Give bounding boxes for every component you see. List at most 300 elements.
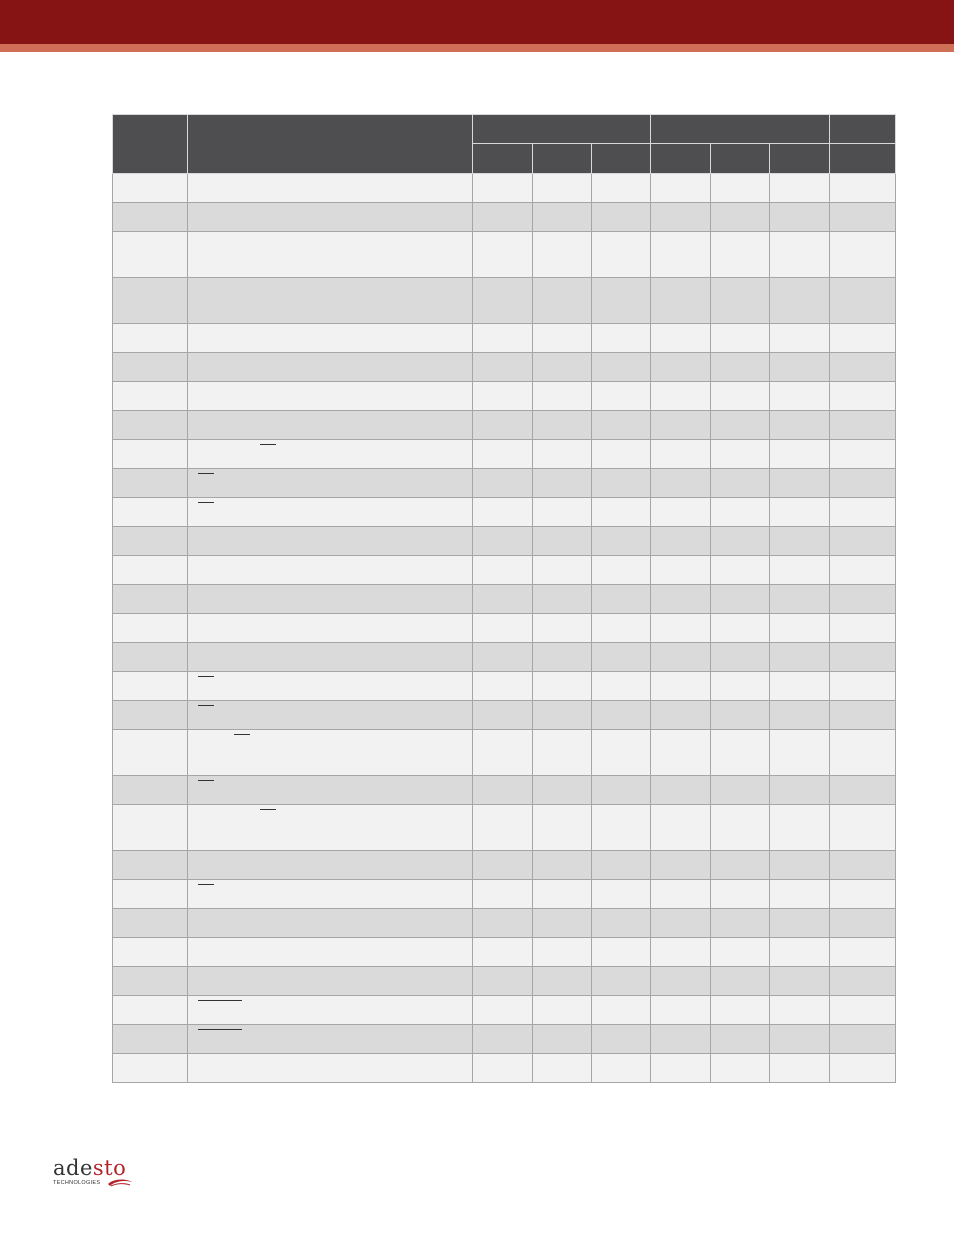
subheader-cell [533, 144, 592, 174]
parameter-cell [188, 469, 473, 498]
value-cell [651, 382, 711, 411]
value-cell [651, 996, 711, 1025]
value-cell [651, 614, 711, 643]
value-cell [473, 909, 533, 938]
value-cell [711, 469, 770, 498]
parameter-cell [188, 1025, 473, 1054]
value-cell [830, 556, 896, 585]
value-cell [830, 701, 896, 730]
value-cell [533, 382, 592, 411]
value-cell [592, 880, 651, 909]
value-cell [592, 614, 651, 643]
value-cell [770, 1025, 830, 1054]
value-cell [830, 498, 896, 527]
value-cell [592, 1054, 651, 1083]
value-cell [711, 730, 770, 776]
symbol-cell [113, 232, 188, 278]
value-cell [592, 527, 651, 556]
value-cell [533, 614, 592, 643]
value-cell [830, 585, 896, 614]
value-cell [592, 938, 651, 967]
value-cell [651, 643, 711, 672]
parameter-cell [188, 382, 473, 411]
value-cell [592, 1025, 651, 1054]
value-cell [651, 469, 711, 498]
header-accent-stripe [0, 44, 954, 52]
value-cell [770, 440, 830, 469]
value-cell [473, 880, 533, 909]
value-cell [770, 805, 830, 851]
parameter-cell [188, 880, 473, 909]
value-cell [533, 909, 592, 938]
value-cell [592, 232, 651, 278]
value-cell [770, 232, 830, 278]
value-cell [770, 527, 830, 556]
value-cell [533, 851, 592, 880]
value-cell [651, 805, 711, 851]
value-cell [651, 1025, 711, 1054]
value-cell [473, 672, 533, 701]
value-cell [651, 527, 711, 556]
value-cell [711, 585, 770, 614]
value-cell [830, 967, 896, 996]
header-group-2 [651, 115, 830, 144]
value-cell [830, 324, 896, 353]
value-cell [770, 324, 830, 353]
value-cell [770, 851, 830, 880]
value-cell [533, 174, 592, 203]
header-group-1 [473, 115, 651, 144]
symbol-cell [113, 1025, 188, 1054]
parameter-cell [188, 996, 473, 1025]
value-cell [533, 880, 592, 909]
value-cell [592, 643, 651, 672]
value-cell [473, 498, 533, 527]
value-cell [473, 556, 533, 585]
value-cell [533, 672, 592, 701]
value-cell [473, 232, 533, 278]
symbol-cell [113, 353, 188, 382]
value-cell [830, 469, 896, 498]
value-cell [770, 643, 830, 672]
subheader-cell [592, 144, 651, 174]
value-cell [770, 730, 830, 776]
table-row [113, 967, 896, 996]
table-row [113, 527, 896, 556]
subheader-cell [830, 144, 896, 174]
parameter-cell [188, 851, 473, 880]
value-cell [592, 382, 651, 411]
value-cell [533, 411, 592, 440]
value-cell [711, 672, 770, 701]
value-cell [770, 382, 830, 411]
value-cell [592, 469, 651, 498]
value-cell [651, 776, 711, 805]
symbol-cell [113, 469, 188, 498]
value-cell [770, 498, 830, 527]
value-cell [770, 701, 830, 730]
value-cell [533, 440, 592, 469]
value-cell [830, 353, 896, 382]
symbol-cell [113, 967, 188, 996]
table-row [113, 324, 896, 353]
symbol-cell [113, 614, 188, 643]
value-cell [473, 1025, 533, 1054]
value-cell [592, 909, 651, 938]
value-cell [830, 672, 896, 701]
value-cell [830, 527, 896, 556]
value-cell [651, 672, 711, 701]
value-cell [830, 1054, 896, 1083]
parameter-cell [188, 174, 473, 203]
value-cell [592, 353, 651, 382]
value-cell [711, 805, 770, 851]
value-cell [711, 701, 770, 730]
symbol-cell [113, 996, 188, 1025]
value-cell [770, 967, 830, 996]
value-cell [711, 1025, 770, 1054]
value-cell [770, 1054, 830, 1083]
adesto-logo [53, 1156, 133, 1190]
value-cell [711, 527, 770, 556]
symbol-cell [113, 324, 188, 353]
logo-swoosh-icon [107, 1178, 133, 1188]
value-cell [711, 880, 770, 909]
value-cell [711, 278, 770, 324]
symbol-cell [113, 701, 188, 730]
parameter-cell [188, 498, 473, 527]
value-cell [651, 278, 711, 324]
value-cell [770, 938, 830, 967]
value-cell [473, 776, 533, 805]
value-cell [473, 469, 533, 498]
value-cell [711, 967, 770, 996]
table-row [113, 805, 896, 851]
subheader-cell [473, 144, 533, 174]
parameter-cell [188, 938, 473, 967]
value-cell [473, 967, 533, 996]
value-cell [473, 851, 533, 880]
header-bar [0, 0, 954, 44]
value-cell [592, 996, 651, 1025]
parameter-cell [188, 278, 473, 324]
value-cell [473, 440, 533, 469]
value-cell [533, 556, 592, 585]
value-cell [830, 382, 896, 411]
value-cell [533, 1054, 592, 1083]
table-row [113, 440, 896, 469]
value-cell [651, 353, 711, 382]
table-row [113, 851, 896, 880]
symbol-cell [113, 498, 188, 527]
parameter-cell [188, 203, 473, 232]
value-cell [830, 880, 896, 909]
parameter-cell [188, 967, 473, 996]
value-cell [651, 730, 711, 776]
value-cell [770, 585, 830, 614]
symbol-cell [113, 556, 188, 585]
table-row [113, 776, 896, 805]
table-row [113, 469, 896, 498]
value-cell [592, 776, 651, 805]
logo-wordmark: adesto [53, 1156, 127, 1180]
value-cell [533, 585, 592, 614]
table-row [113, 585, 896, 614]
value-cell [770, 672, 830, 701]
parameter-cell [188, 411, 473, 440]
value-cell [770, 996, 830, 1025]
value-cell [770, 776, 830, 805]
symbol-cell [113, 909, 188, 938]
value-cell [651, 174, 711, 203]
value-cell [473, 411, 533, 440]
value-cell [830, 278, 896, 324]
value-cell [770, 203, 830, 232]
value-cell [770, 614, 830, 643]
value-cell [651, 701, 711, 730]
value-cell [533, 324, 592, 353]
value-cell [533, 967, 592, 996]
value-cell [770, 353, 830, 382]
value-cell [533, 1025, 592, 1054]
value-cell [473, 730, 533, 776]
value-cell [592, 324, 651, 353]
table-row [113, 643, 896, 672]
value-cell [473, 805, 533, 851]
value-cell [711, 1054, 770, 1083]
table-row [113, 1054, 896, 1083]
table-row [113, 880, 896, 909]
symbol-cell [113, 278, 188, 324]
table-row [113, 203, 896, 232]
value-cell [592, 174, 651, 203]
value-cell [651, 967, 711, 996]
symbol-cell [113, 382, 188, 411]
parameter-cell [188, 232, 473, 278]
value-cell [770, 469, 830, 498]
value-cell [711, 382, 770, 411]
table-row [113, 411, 896, 440]
spec-table [112, 114, 896, 1083]
value-cell [592, 701, 651, 730]
value-cell [711, 996, 770, 1025]
value-cell [473, 643, 533, 672]
value-cell [711, 614, 770, 643]
value-cell [711, 324, 770, 353]
symbol-cell [113, 730, 188, 776]
value-cell [711, 851, 770, 880]
parameter-cell [188, 909, 473, 938]
symbol-cell [113, 805, 188, 851]
logo-tagline: TECHNOLOGIES [53, 1180, 101, 1186]
symbol-cell [113, 411, 188, 440]
parameter-cell [188, 776, 473, 805]
value-cell [473, 174, 533, 203]
table-row [113, 382, 896, 411]
symbol-cell [113, 174, 188, 203]
value-cell [830, 1025, 896, 1054]
value-cell [711, 556, 770, 585]
value-cell [830, 776, 896, 805]
value-cell [592, 805, 651, 851]
parameter-cell [188, 643, 473, 672]
value-cell [592, 851, 651, 880]
value-cell [651, 232, 711, 278]
value-cell [830, 938, 896, 967]
table-header-row [113, 115, 896, 144]
value-cell [533, 701, 592, 730]
value-cell [711, 411, 770, 440]
value-cell [533, 353, 592, 382]
value-cell [592, 967, 651, 996]
value-cell [533, 498, 592, 527]
value-cell [533, 776, 592, 805]
symbol-cell [113, 672, 188, 701]
value-cell [711, 440, 770, 469]
value-cell [651, 411, 711, 440]
symbol-cell [113, 1054, 188, 1083]
value-cell [770, 278, 830, 324]
value-cell [592, 556, 651, 585]
parameter-cell [188, 730, 473, 776]
value-cell [830, 203, 896, 232]
value-cell [473, 1054, 533, 1083]
symbol-cell [113, 203, 188, 232]
symbol-cell [113, 585, 188, 614]
value-cell [533, 996, 592, 1025]
value-cell [830, 805, 896, 851]
value-cell [592, 498, 651, 527]
value-cell [533, 469, 592, 498]
header-symbol [113, 115, 188, 174]
value-cell [592, 278, 651, 324]
table-row [113, 353, 896, 382]
value-cell [533, 278, 592, 324]
value-cell [473, 996, 533, 1025]
value-cell [533, 203, 592, 232]
value-cell [592, 203, 651, 232]
value-cell [711, 353, 770, 382]
parameter-cell [188, 701, 473, 730]
symbol-cell [113, 643, 188, 672]
value-cell [830, 411, 896, 440]
parameter-cell [188, 324, 473, 353]
value-cell [770, 411, 830, 440]
value-cell [770, 174, 830, 203]
value-cell [651, 324, 711, 353]
symbol-cell [113, 776, 188, 805]
value-cell [830, 730, 896, 776]
value-cell [473, 701, 533, 730]
symbol-cell [113, 880, 188, 909]
value-cell [473, 203, 533, 232]
value-cell [830, 909, 896, 938]
value-cell [711, 498, 770, 527]
table-row [113, 556, 896, 585]
value-cell [711, 643, 770, 672]
value-cell [651, 938, 711, 967]
value-cell [830, 232, 896, 278]
table-row [113, 701, 896, 730]
symbol-cell [113, 440, 188, 469]
value-cell [473, 527, 533, 556]
parameter-cell [188, 440, 473, 469]
value-cell [533, 938, 592, 967]
value-cell [533, 232, 592, 278]
value-cell [830, 996, 896, 1025]
value-cell [473, 353, 533, 382]
value-cell [711, 174, 770, 203]
value-cell [473, 938, 533, 967]
value-cell [473, 382, 533, 411]
value-cell [830, 643, 896, 672]
value-cell [711, 776, 770, 805]
value-cell [473, 278, 533, 324]
table-row [113, 278, 896, 324]
value-cell [533, 730, 592, 776]
header-units [830, 115, 896, 144]
value-cell [830, 440, 896, 469]
table-row [113, 938, 896, 967]
value-cell [533, 805, 592, 851]
parameter-cell [188, 353, 473, 382]
value-cell [533, 527, 592, 556]
value-cell [533, 643, 592, 672]
parameter-cell [188, 1054, 473, 1083]
value-cell [770, 880, 830, 909]
table-row [113, 174, 896, 203]
parameter-cell [188, 805, 473, 851]
value-cell [651, 203, 711, 232]
value-cell [830, 851, 896, 880]
value-cell [592, 440, 651, 469]
parameter-cell [188, 556, 473, 585]
value-cell [651, 1054, 711, 1083]
value-cell [651, 440, 711, 469]
value-cell [473, 585, 533, 614]
parameter-cell [188, 672, 473, 701]
value-cell [711, 232, 770, 278]
subheader-cell [770, 144, 830, 174]
subheader-cell [711, 144, 770, 174]
table-row [113, 1025, 896, 1054]
value-cell [651, 498, 711, 527]
header-parameter [188, 115, 473, 174]
value-cell [770, 909, 830, 938]
value-cell [770, 556, 830, 585]
table-row [113, 672, 896, 701]
subheader-cell [651, 144, 711, 174]
symbol-cell [113, 851, 188, 880]
value-cell [592, 585, 651, 614]
table-row [113, 730, 896, 776]
value-cell [711, 909, 770, 938]
value-cell [651, 909, 711, 938]
value-cell [830, 614, 896, 643]
table-row [113, 909, 896, 938]
value-cell [830, 174, 896, 203]
symbol-cell [113, 938, 188, 967]
table-row [113, 614, 896, 643]
value-cell [651, 556, 711, 585]
value-cell [473, 324, 533, 353]
value-cell [651, 585, 711, 614]
table-row [113, 996, 896, 1025]
value-cell [592, 672, 651, 701]
table-row [113, 232, 896, 278]
parameter-cell [188, 585, 473, 614]
parameter-cell [188, 527, 473, 556]
